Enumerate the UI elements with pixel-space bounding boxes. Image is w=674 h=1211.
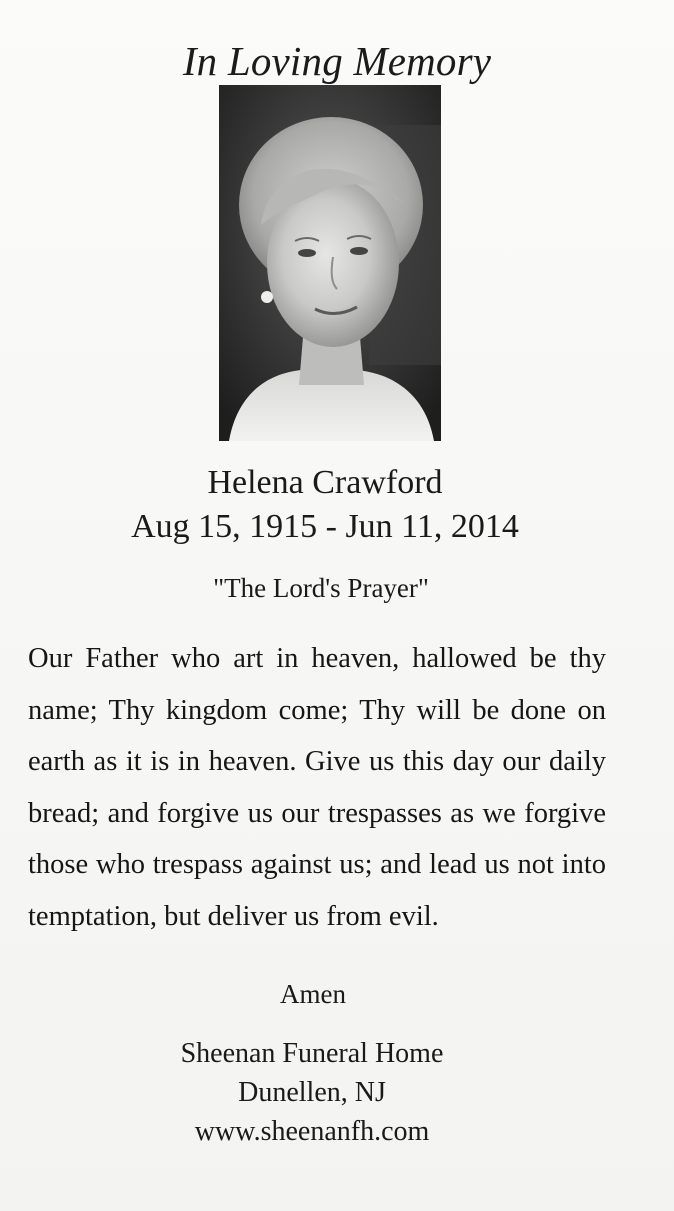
portrait-photo	[219, 85, 441, 441]
prayer-amen: Amen	[280, 979, 346, 1009]
funeral-home-website[interactable]: www.sheenanfh.com	[194, 1116, 430, 1147]
funeral-home-city: Dunellen, NJ	[238, 1077, 386, 1108]
deceased-name: Helena Crawford	[207, 464, 443, 501]
prayer-text: Our Father who art in heaven, hallowed be thy name; Thy kingdom come; Thy will be done on earth as it is in heaven. Give us this day our daily bread; and forgive us our trespasses as we forgive those who trespass against us; and lead us not into temptation, but deliver us from evil.	[28, 643, 606, 932]
funeral-home-name: Sheenan Funeral Home	[180, 1038, 444, 1069]
portrait-photo-icon	[219, 85, 441, 441]
prayer-title: "The Lord's Prayer"	[213, 573, 429, 603]
memorial-header: In Loving Memory	[182, 38, 492, 84]
life-dates: Aug 15, 1915 - Jun 11, 2014	[131, 508, 519, 545]
